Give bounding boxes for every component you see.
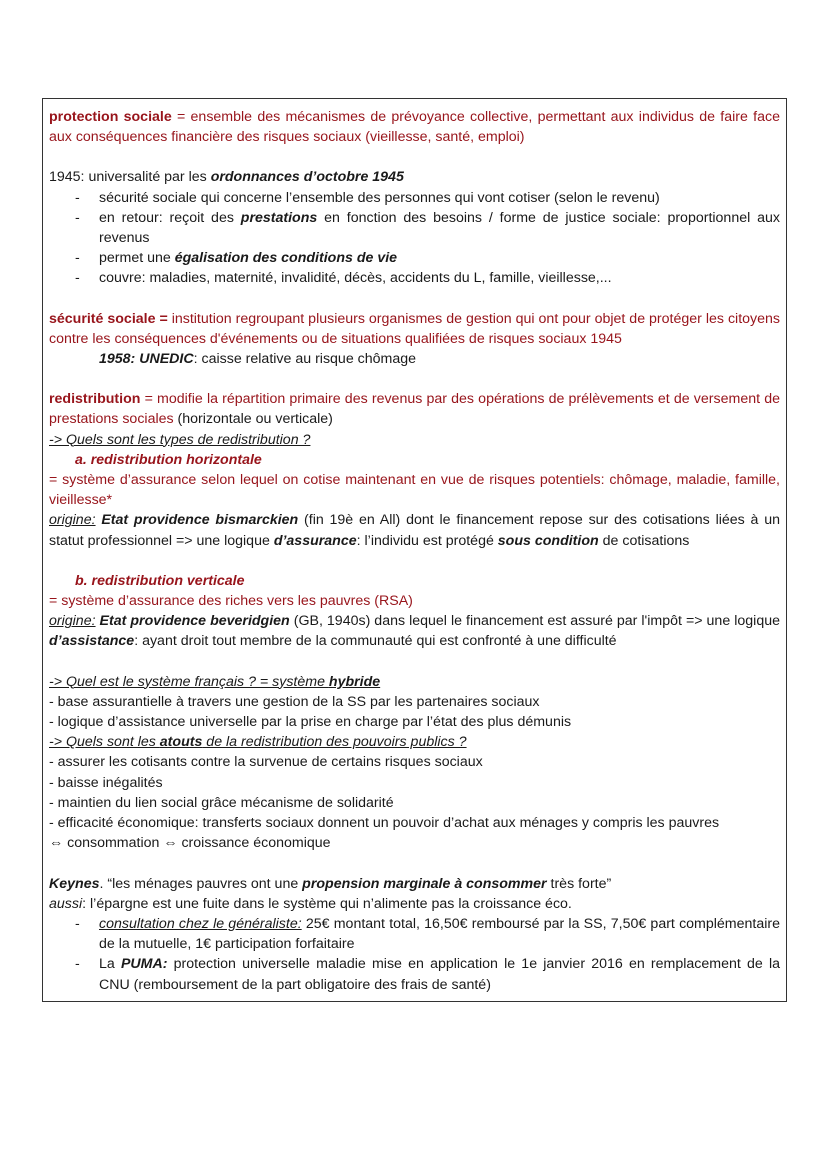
list-item: - baisse inégalités [49, 774, 163, 791]
list-item: - maintien du lien social grâce mécanisme de solidarité [49, 794, 394, 811]
verticale-origin: origine: Etat providence beveridgien (GB, 1940s) dans lequel le financement est assuré par l'impôt => une logique d’assistance: ayant droit tout membre de la communauté qui est confronté à une difficulté [49, 613, 780, 650]
list-item: - efficacité économique: transferts sociaux donnent un pouvoir d’achat aux ménages y compris les pauvres [49, 815, 720, 832]
list-item: - consultation chez le généraliste: 25€ montant total, 16,50€ remboursé par la SS, 7,50€ part complémentaire de la mutuelle, 1€ participation forfaitaire [49, 914, 780, 954]
heading-verticale: b. redistribution verticale [75, 572, 245, 589]
list-item: - sécurité sociale qui concerne l’ensemble des personnes qui vont cotiser (selon le revenu) [49, 188, 780, 208]
redistribution-definition: redistribution = modifie la répartition primaire des revenus par des opérations de prélèvements et de versement de prestations sociales (horizontale ou verticale) [49, 391, 780, 428]
question-types: -> Quels sont les types de redistribution ? [49, 431, 311, 448]
horizontale-origin: origine: Etat providence bismarckien (fin 19è en All) dont le financement repose sur des cotisations liées à un statut professionnel => une logique d’assurance: l’individu est protégé sous condition de cotisations [49, 512, 781, 549]
year-1945-line: 1945: universalité par les ordonnances d’octobre 1945 [49, 169, 404, 186]
question-systeme-francais: -> Quel est le système français ? = système hybride [49, 673, 381, 690]
list-item: - en retour: reçoit des prestations en fonction des besoins / forme de justice sociale: proportionnel aux revenus [49, 208, 780, 248]
list-item: ⇔ consommation ⇔ croissance économique [49, 835, 331, 852]
heading-horizontale: a. redistribution horizontale [75, 451, 262, 468]
notes-frame [42, 98, 787, 1002]
keynes-list [49, 914, 780, 995]
list-item: - base assurantielle à travers une gestion de la SS par les partenaires sociaux [49, 693, 540, 710]
horizontale-definition: = système d’assurance selon lequel on cotise maintenant en vue de risques potentiels: chômage, maladie, famille, vieillesse* [49, 472, 780, 509]
protection-term: protection sociale [49, 109, 172, 125]
list-item: - logique d’assistance universelle par la prise en charge par l’état des plus démunis [49, 714, 572, 731]
question-atouts: -> Quels sont les atouts de la redistribution des pouvoirs publics ? [49, 734, 467, 751]
year-1945-list [49, 188, 780, 289]
list-item: - permet une égalisation des conditions de vie [49, 248, 780, 268]
keynes-quote: Keynes. “les ménages pauvres ont une propension marginale à consommer très forte” [49, 875, 612, 892]
protection-definition: protection sociale = ensemble des mécanismes de prévoyance collective, permettant aux individus de faire face aux conséquences financière des risques sociaux (vieillesse, santé, emploi) [49, 109, 780, 146]
verticale-definition: = système d’assurance des riches vers les pauvres (RSA) [49, 593, 413, 610]
securite-definition: sécurité sociale = institution regroupant plusieurs organismes de gestion qui ont pour objet de protéger les citoyens contre les conséquences d'événements ou de situations qualifiées de risques sociaux 1945 [49, 310, 780, 347]
list-item: - assurer les cotisants contre la survenue de certains risques sociaux [49, 754, 483, 771]
aussi-line: aussi: l’épargne est une fuite dans le système qui n’alimente pas la croissance éco. [49, 895, 572, 912]
unedic-line: 1958: UNEDIC: caisse relative au risque chômage [99, 351, 417, 368]
list-item: - La PUMA: protection universelle maladie mise en application le 1e janvier 2016 en remplacement de la CNU (remboursement de la part obligatoire des frais de santé) [49, 954, 780, 994]
list-item: - couvre: maladies, maternité, invalidité, décès, accidents du L, famille, vieillesse,... [49, 268, 780, 288]
